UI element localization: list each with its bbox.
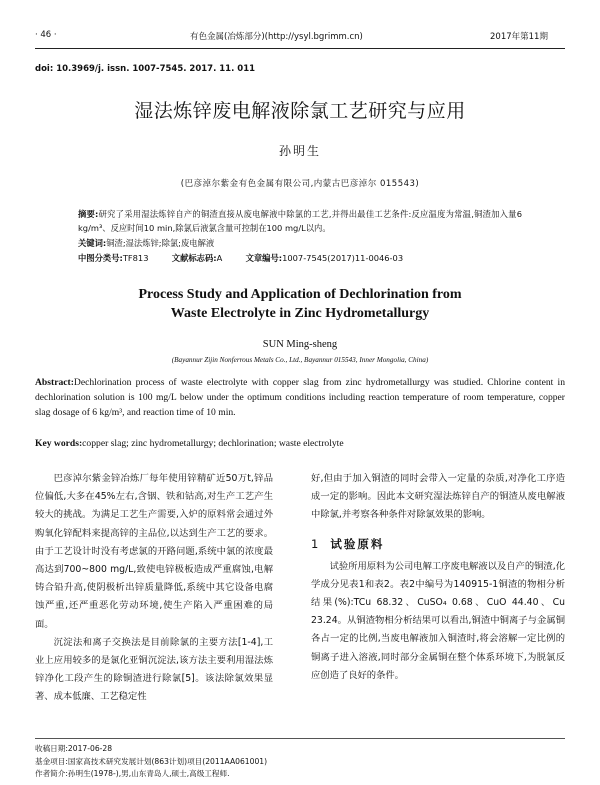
cn-keywords-label: 关键词: xyxy=(78,238,107,248)
en-title xyxy=(0,285,600,323)
en-abstract-label: Abstract: xyxy=(35,377,74,388)
footer-rule xyxy=(35,738,565,739)
right-paragraph-2: 试验所用原料为公司电解工序废电解液以及自产的铜渣,化学成分见表1和表2。表2中编号为140915-1铜渣的物相分析结果(%):TCu 68.32、CuSO₄ 0.68、CuO 44.40、Cu 23.24。从铜渣物相分析结果可以看出,铜渣中铜离子与金属铜各占一定的比例,当废电解液加入铜渣时,将会溶解一定比例的铜离子进入溶液,同时部分金属铜在整个体系环境下,为脱氯反应创造了良好的条件。 xyxy=(311,560,565,681)
cn-affiliation: (巴彦淖尔紫金有色金属有限公司,内蒙古巴彦淖尔 015543) xyxy=(180,179,420,189)
en-title-line-1: Process Study and Application of Dechlorination from xyxy=(138,287,462,302)
clc-value: TF813 xyxy=(122,253,149,263)
page-number: · 46 · xyxy=(35,30,57,40)
doccode-value: A xyxy=(216,253,223,263)
article-no-label: 文章编号: xyxy=(245,253,283,263)
section-title: 试验原料 xyxy=(330,536,385,551)
en-author: SUN Ming-sheng xyxy=(262,339,338,350)
cn-classification xyxy=(78,252,538,264)
en-title-line-2: Waste Electrolyte in Zinc Hydrometallurgy xyxy=(170,306,430,321)
cn-abstract-label: 摘要: xyxy=(78,209,99,219)
en-abstract-text: Dechlorination process of waste electrolyte with copper slag from zinc hydrometallurgy was studied. Chlorine content in dechlorination solution is 100 mg/L below under the optimum conditions including reaction temperature of room temperature, copper slag dosage of 6 kg/m³, and reaction time of 10 min. xyxy=(35,377,565,418)
journal-name: 有色金属(冶炼部分)(http://ysyl.bgrimm.cn) xyxy=(190,32,363,42)
fund-info: 基金项目:国家高技术研究发展计划(863计划)项目(2011AA061001) xyxy=(35,756,268,766)
section-number: 1 xyxy=(311,536,319,551)
header-rule xyxy=(35,48,565,49)
cn-abstract xyxy=(78,208,522,235)
clc-label: 中图分类号: xyxy=(78,253,123,263)
cn-abstract-text: 研究了采用湿法炼锌自产的铜渣直接从废电解液中除氯的工艺,并得出最佳工艺条件:反应温度为常温,铜渣加入量6 kg/m³、反应时间10 min,除氯后液氯含量可控制在100 mg/L以内。 xyxy=(78,209,522,233)
en-keywords xyxy=(35,438,565,449)
author-bio: 作者简介:孙明生(1978-),男,山东青岛人,硕士,高级工程师. xyxy=(35,769,230,778)
right-paragraph-1: 好,但由于加入铜渣的同时会带入一定量的杂质,对净化工序造成一定的影响。因此本文研究湿法炼锌自产的铜渣从废电解液中除氯,并考察各种条件对除氯效果的影响。 xyxy=(311,473,565,521)
cn-title: 湿法炼锌废电解液除氯工艺研究与应用 xyxy=(134,100,466,122)
footnotes xyxy=(35,743,267,781)
left-paragraph-2: 沉淀法和离子交换法是目前除氯的主要方法[1-4],工业上应用较多的是氯化亚铜沉淀法,该方法主要利用湿法炼锌净化工段产生的除铜渣进行除氯[5]。该法除氯效果显著、成本低廉、工艺稳定性 xyxy=(35,636,273,703)
en-affiliation: (Bayannur Zijin Nonferrous Metals Co., Ltd., Bayannur 015543, Inner Mongolia, China) xyxy=(171,356,429,364)
left-paragraph-1: 巴彦淖尔紫金锌冶炼厂每年使用锌精矿近50万t,锌品位偏低,大多在45%左右,含铟、铁和钴高,对生产工艺产生较大的挑战。为满足工艺生产需要,入炉的原料常会通过外购氧化锌配料来提高锌的主品位,以达到生产工艺的要求。由于工艺设计时没有考虑氯的开路问题,系统中氯的浓度最高达到700~800 mg/L,致使电锌极板造成严重腐蚀,电解铸合铅升高,使阴极析出锌质量降低,系统中其它设备电腐蚀严重,还严重恶化劳动环境,使生产陷入严重困难的局面。 xyxy=(35,473,273,630)
en-keywords-label: Key words: xyxy=(35,438,83,449)
issue-label: 2017年第11期 xyxy=(490,32,548,42)
received-date: 收稿日期:2017-06-28 xyxy=(35,744,113,753)
body-right-column xyxy=(311,470,565,685)
article-no-value: 1007-7545(2017)11-0046-03 xyxy=(282,253,404,263)
cn-keywords xyxy=(78,237,522,249)
doi: doi: 10.3969/j. issn. 1007-7545. 2017. 11. 011 xyxy=(35,64,256,74)
section-heading xyxy=(311,534,565,554)
cn-author: 孙明生 xyxy=(278,144,321,158)
en-abstract xyxy=(35,375,565,420)
body-left-column xyxy=(35,470,273,707)
cn-keywords-text: 铜渣;湿法炼锌;除氯;废电解液 xyxy=(106,238,215,248)
doccode-label: 文献标志码: xyxy=(171,253,217,263)
en-keywords-text: copper slag; zinc hydrometallurgy; dechlorination; waste electrolyte xyxy=(82,438,344,449)
